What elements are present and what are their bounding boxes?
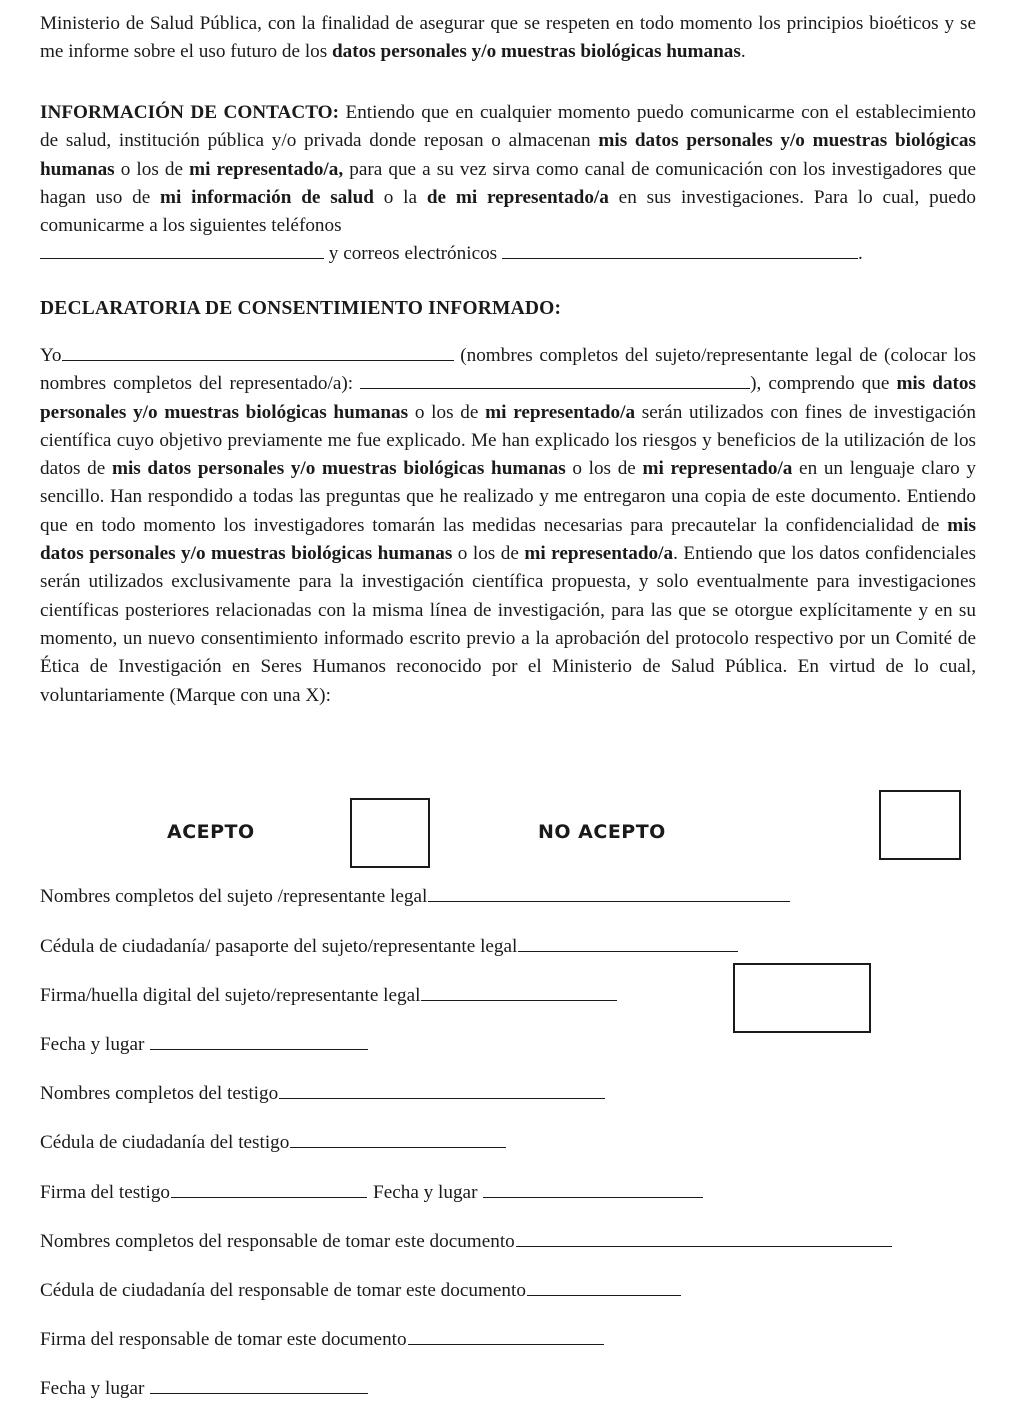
decl-bold-6: mi representado/a xyxy=(524,543,674,565)
decl-text-8: . Entiendo que los datos confidenciales serán utilizados exclusivamente para la investigación científica propuesta, y solo eventualmente para investigaciones científicas posteriores relacionadas con la misma línea de investigación, para las que se otorgue explícitamente y en su momento, un nuevo consentimiento informado escrito previo a la aprobación del protocolo respectivo por un Comité de Ética de Investigación en Seres Humanos reconocido por el Ministerio de Salud Pública. En virtud de lo cual, voluntariamente (Marque con una X): xyxy=(40,543,976,706)
responsible-id-field xyxy=(40,1277,681,1303)
field-label: Fecha y lugar xyxy=(40,1378,145,1399)
field-blank[interactable] xyxy=(290,1129,506,1148)
contact-text-4: o la xyxy=(373,186,427,208)
field-blank-date[interactable] xyxy=(483,1179,703,1198)
field-label: Fecha y lugar xyxy=(40,1034,145,1055)
contact-text-7: . xyxy=(857,243,863,265)
contact-text-1: Entiendo que en cualquier momento puedo comunicarme con el establecimiento de salud, institución pública y/o privada donde reposan o almacenan xyxy=(40,102,976,152)
contact-text-2: o los de xyxy=(114,158,190,180)
declaration-heading: DECLARATORIA DE CONSENTIMIENTO INFORMADO: xyxy=(40,298,562,319)
field-label: Firma del testigo xyxy=(40,1182,171,1203)
field-label: Nombres completos del responsable de tomar este documento xyxy=(40,1231,515,1252)
field-label-date: Fecha y lugar xyxy=(373,1182,478,1203)
contact-bold-2: mi representado/a, xyxy=(189,158,344,180)
decl-text-5: o los de xyxy=(565,458,643,480)
decl-yo: Yo xyxy=(40,345,62,366)
phones-blank[interactable] xyxy=(40,240,324,259)
field-label: Nombres completos del sujeto /representante legal xyxy=(40,886,428,907)
field-label: Cédula de ciudadanía del testigo xyxy=(40,1132,290,1153)
decl-bold-3: mis datos personales y/o muestras biológicas humanas xyxy=(111,458,566,480)
decl-bold-2: mi representado/a xyxy=(485,401,636,423)
contact-text-3: para que a su vez sirva como canal de comunicación con los investigadores que hagan uso de xyxy=(40,158,977,208)
intro-period: . xyxy=(740,41,746,63)
contact-bold-1: mis datos personales y/o muestras biológicas humanas xyxy=(40,130,976,180)
emails-blank[interactable] xyxy=(502,240,858,259)
subject-date-place-field xyxy=(40,1031,368,1057)
field-label: Firma del responsable de tomar este documento xyxy=(40,1329,407,1350)
represented-name-blank[interactable] xyxy=(360,370,750,389)
field-blank[interactable] xyxy=(279,1080,605,1099)
field-blank[interactable] xyxy=(516,1228,892,1247)
contact-text-5: en sus investigaciones. Para lo cual, puedo comunicarme a los siguientes teléfonos xyxy=(40,186,976,237)
field-blank[interactable] xyxy=(171,1179,367,1198)
contact-paragraph xyxy=(40,99,976,269)
decl-bold-1: mis datos personales y/o muestras biológicas humanas xyxy=(40,373,976,423)
witness-name-field xyxy=(40,1080,605,1106)
intro-bold: datos personales y/o muestras biológicas humanas xyxy=(332,41,741,63)
witness-id-field xyxy=(40,1129,506,1155)
accept-checkbox[interactable] xyxy=(350,798,430,868)
decl-text-1: (nombres completos del sujeto/representante legal de (colocar los nombres completos del representado/a): xyxy=(40,345,976,395)
subject-signature-field xyxy=(40,982,617,1008)
field-label: Cédula de ciudadanía del responsable de tomar este documento xyxy=(40,1280,526,1301)
subject-name-field xyxy=(40,883,790,909)
not-accept-label: NO ACEPTO xyxy=(538,821,666,843)
declaration-paragraph xyxy=(40,342,976,710)
responsible-name-field xyxy=(40,1228,892,1254)
witness-signature-date-field xyxy=(40,1179,703,1205)
accept-label: ACEPTO xyxy=(167,821,255,843)
contact-bold-4: de mi representado/a xyxy=(426,186,609,208)
intro-text: Ministerio de Salud Pública, con la finalidad de asegurar que se respeten en todo momento los principios bioéticos y se me informe sobre el uso futuro de los xyxy=(40,13,976,63)
decl-bold-5: mis datos personales y/o muestras biológicas humanas xyxy=(40,514,976,565)
contact-bold-3: mi información de salud xyxy=(160,186,374,208)
field-blank[interactable] xyxy=(527,1277,681,1296)
not-accept-checkbox[interactable] xyxy=(879,790,961,860)
field-blank[interactable] xyxy=(150,1031,368,1050)
field-label: Firma/huella digital del sujeto/representante legal xyxy=(40,985,421,1006)
decl-text-2: ), comprendo que xyxy=(750,373,897,395)
decl-bold-4: mi representado/a xyxy=(642,458,793,480)
contact-text-6: y correos electrónicos xyxy=(324,243,502,265)
subject-name-blank[interactable] xyxy=(62,342,454,361)
field-blank[interactable] xyxy=(150,1375,368,1394)
field-blank[interactable] xyxy=(421,982,617,1001)
field-blank[interactable] xyxy=(518,933,738,952)
intro-paragraph xyxy=(40,10,976,67)
decl-text-4: serán utilizados con fines de investigación científica cuyo objetivo previamente me fue explicado. Me han explicado los riesgos y beneficios de la utilización de los datos de xyxy=(40,401,976,480)
decl-text-6: en un lenguaje claro y sencillo. Han respondido a todas las preguntas que he realizado y me entregaron una copia de este documento. Entiendo que en todo momento los investigadores tomarán las medidas necesarias para precautelar la confidencialidad de xyxy=(40,458,976,536)
subject-id-field xyxy=(40,933,738,959)
decl-text-3: o los de xyxy=(408,401,486,423)
fingerprint-box[interactable] xyxy=(733,963,871,1033)
responsible-date-place-field xyxy=(40,1375,368,1401)
field-label: Nombres completos del testigo xyxy=(40,1083,279,1104)
field-blank[interactable] xyxy=(408,1326,604,1345)
field-label: Cédula de ciudadanía/ pasaporte del sujeto/representante legal xyxy=(40,936,518,957)
decl-text-7: o los de xyxy=(452,543,525,565)
responsible-signature-field xyxy=(40,1326,604,1352)
contact-heading: INFORMACIÓN DE CONTACTO: xyxy=(40,102,339,123)
field-blank[interactable] xyxy=(428,883,790,902)
